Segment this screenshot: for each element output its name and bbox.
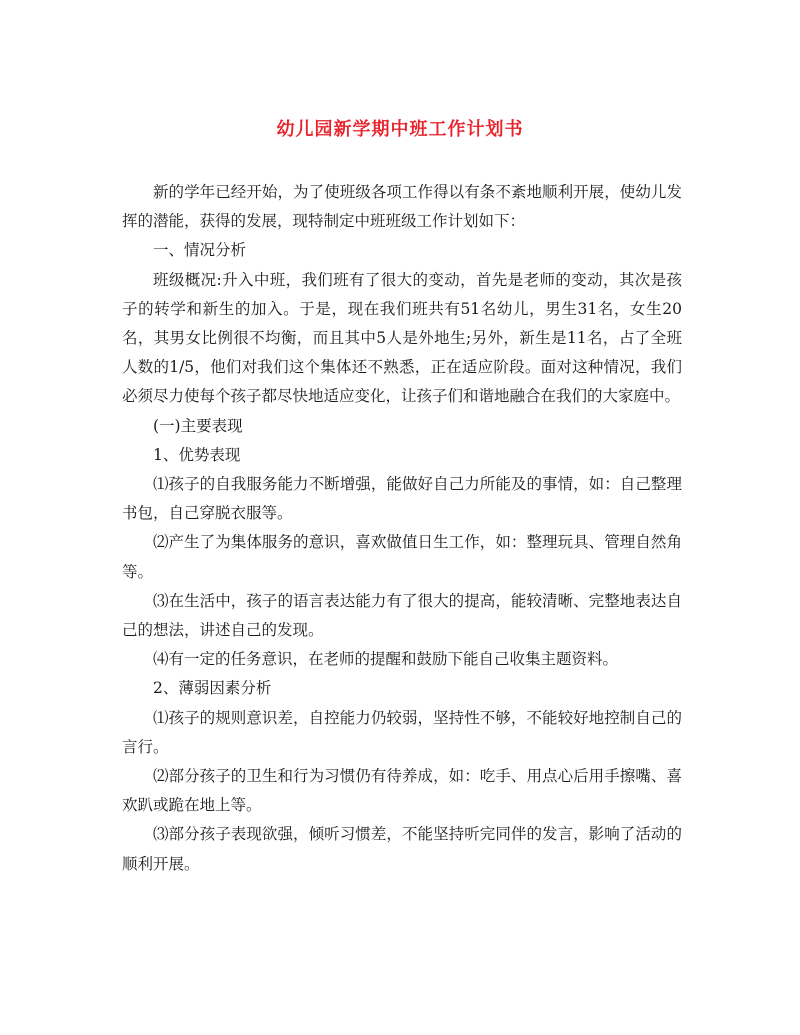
strength-item-1: ⑴孩子的自我服务能力不断增强，能做好自己力所能及的事情，如：自己整理书包，自己穿脱衣服等。 <box>122 475 682 523</box>
strength-item-4: ⑷有一定的任务意识，在老师的提醒和鼓励下能自己收集主题资料。 <box>153 650 619 669</box>
heading-main-performance: (一)主要表现 <box>153 416 243 435</box>
strength-item-3: ⑶在生活中，孩子的语言表达能力有了很大的提高，能较清晰、完整地表达自己的想法，讲述自己的发现。 <box>122 591 682 640</box>
document-body <box>122 178 682 879</box>
weakness-item-2: ⑵部分孩子的卫生和行为习惯仍有待养成，如：吃手、用点心后用手擦嘴、喜欢趴或跪在地上等。 <box>122 767 682 815</box>
paragraph-class-overview: 班级概况:升入中班，我们班有了很大的变动，首先是老师的变动，其次是孩子的转学和新生的加入。于是，现在我们班共有51名幼儿，男生31名，女生20名，其男女比例很不均衡，而且其中5人是外地生;另外，新生是11名，占了全班人数的1/5，他们对我们这个集体还不熟悉，正在适应阶段。面对这种情况，我们必须尽力使每个孩子都尽快地适应变化，让孩子们和谐地融合在我们的大家庭中。 <box>122 270 682 406</box>
heading-situation-analysis: 一、情况分析 <box>153 241 247 260</box>
weakness-item-3: ⑶部分孩子表现欲强，倾听习惯差，不能坚持听完同伴的发言，影响了活动的顺利开展。 <box>122 825 682 873</box>
weakness-item-1: ⑴孩子的规则意识差，自控能力仍较弱，坚持性不够，不能较好地控制自己的言行。 <box>122 708 682 756</box>
paragraph-intro: 新的学年已经开始，为了使班级各项工作得以有条不紊地顺利开展，使幼儿发挥的潜能，获得的发展，现特制定中班班级工作计划如下： <box>122 183 682 231</box>
document-title: 幼儿园新学期中班工作计划书 <box>276 119 524 140</box>
heading-strengths: 1、优势表现 <box>153 445 241 464</box>
heading-weaknesses: 2、薄弱因素分析 <box>153 679 272 698</box>
strength-item-2: ⑵产生了为集体服务的意识，喜欢做值日生工作，如：整理玩具、管理自然角等。 <box>122 533 682 581</box>
